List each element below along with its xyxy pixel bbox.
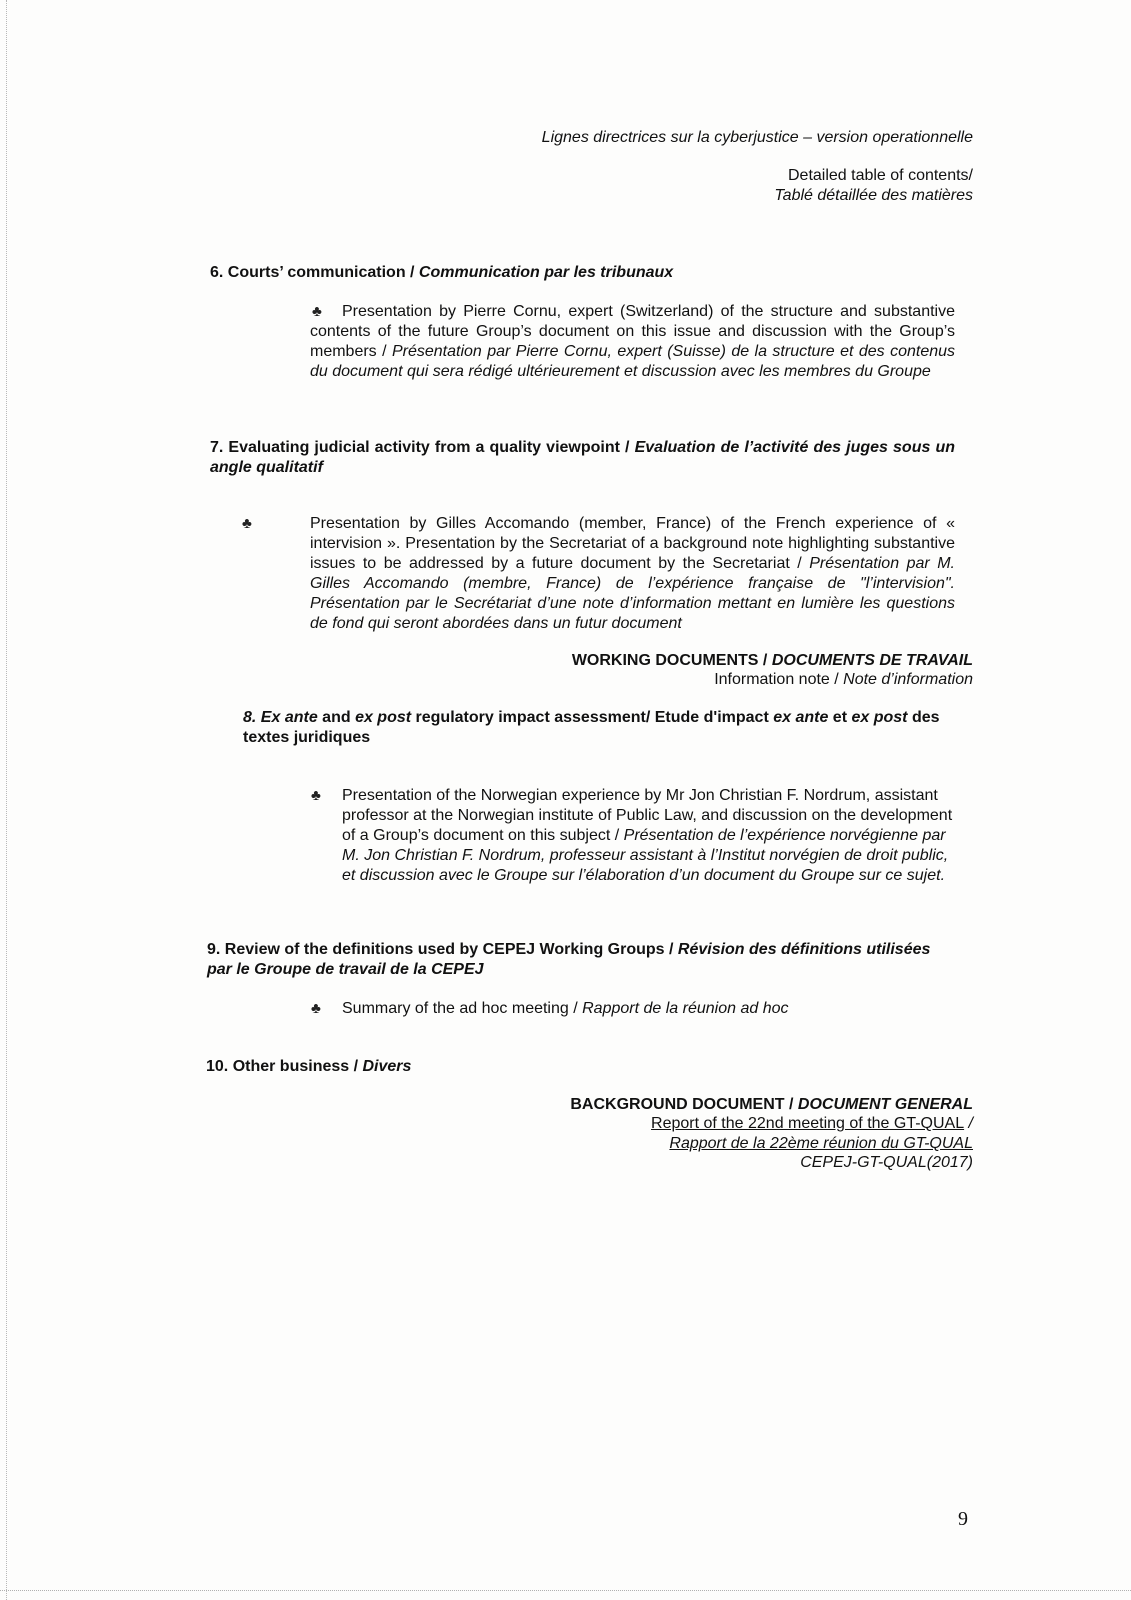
page-number: 9 [958,1508,968,1530]
toc-heading-fr: Tablé détaillée des matières [774,187,973,204]
working-documents-heading: WORKING DOCUMENTS / DOCUMENTS DE TRAVAIL [571,652,973,669]
section-7-title: 7. Evaluating judicial activity from a quality viewpoint / Evaluation de l’activité des juges sous un angle qualitatif [210,439,956,476]
section-8-item: Presentation of the Norwegian experience by Mr Jon Christian F. Nordrum, assistant professor at the Norwegian institute of Public Law, and discussion on the development of a Group’s document on this subject / Présentation de l’expérience norvégienne par M. Jon Christian F. Nordrum, professeur assistant à l’Institut norvégien de droit public, et discussion avec le Groupe sur l’élaboration d’un document du Groupe sur ce sujet. [342,787,953,884]
bullet-icon: ♣ [311,1000,321,1017]
section-6-title: 6. Courts’ communication / Communication par les tribunaux [210,264,674,281]
bullet-icon: ♣ [311,787,321,804]
bullet-icon: ♣ [242,515,252,532]
section-10-title: 10. Other business / Divers [206,1058,412,1075]
background-document-line-3: CEPEJ-GT-QUAL(2017) [800,1154,973,1171]
background-document-heading: BACKGROUND DOCUMENT / DOCUMENT GENERAL [570,1096,973,1113]
background-document-line-2: Rapport de la 22ème réunion du GT-QUAL [669,1135,973,1152]
section-7-item: Presentation by Gilles Accomando (member, France) of the French experience of « intervision ». Presentation by the Secretariat of a background note highlighting substantive issues to be addressed by a future document by the Secretariat / Présentation par M. Gilles Accomando (membre, France) de l’expérience française de "l’intervision". Présentation par le Secrétariat d’une note d’information mettant en lumière les questions de fond qui seront abordées dans un futur document [310,515,956,632]
section-9-title: 9. Review of the definitions used by CEPEJ Working Groups / Révision des définitions utilisées par le Groupe de travail de la CEPEJ [207,941,931,978]
scan-edge-bottom [0,1590,1131,1592]
working-documents-item: Information note / Note d’information [714,671,973,688]
section-8-title: 8. Ex ante and ex post regulatory impact assessment/ Etude d'impact ex ante et ex post des textes juridiques [243,709,940,746]
scan-edge-left [6,0,8,1600]
section-6-item: Presentation by Pierre Cornu, expert (Switzerland) of the structure and substantive contents of the future Group’s document on this issue and discussion with the Group’s members / Présentation par Pierre Cornu, expert (Suisse) de la structure et des contenus du document qui sera rédigé ultérieurement et discussion avec les membres du Groupe [310,303,956,380]
toc-heading-en: Detailed table of contents/ [787,167,973,184]
running-title: Lignes directrices sur la cyberjustice – version operationnelle [541,129,973,146]
background-document-line-1: Report of the 22nd meeting of the GT-QUAL / [651,1115,973,1132]
section-9-item: Summary of the ad hoc meeting / Rapport de la réunion ad hoc [342,1000,789,1017]
bullet-icon: ♣ [312,303,322,320]
